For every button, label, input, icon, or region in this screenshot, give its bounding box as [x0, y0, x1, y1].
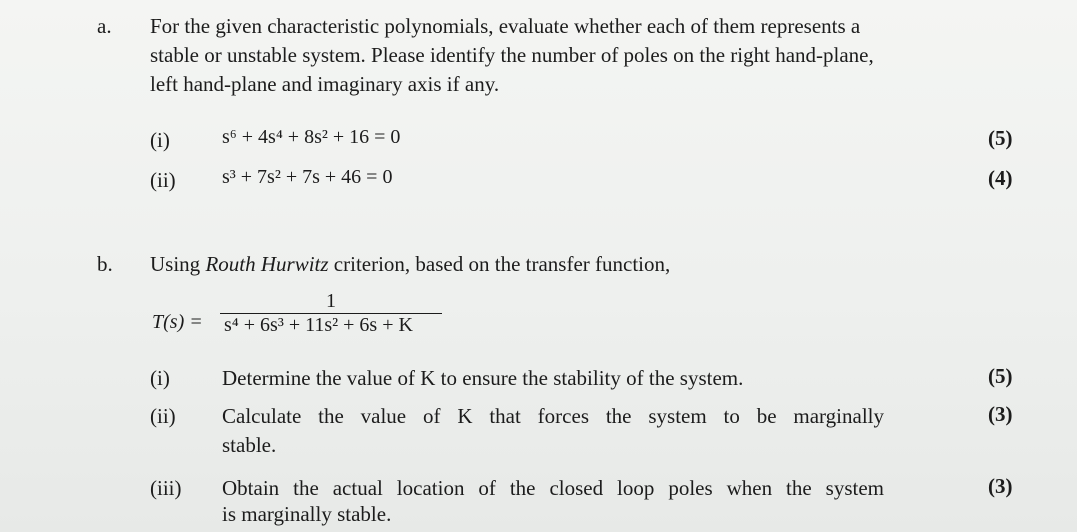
transfer-function-fraction: [220, 290, 442, 337]
part-b-item-1-marks: (5): [988, 364, 1013, 388]
part-b-item-2-line-2: stable.: [222, 433, 277, 457]
part-b-item-3-marks: (3): [988, 474, 1013, 498]
part-a-item-1-equation: s⁶ + 4s⁴ + 8s² + 16 = 0: [222, 126, 401, 148]
part-b-item-2-num: (ii): [150, 404, 176, 428]
part-b-item-2-marks: (3): [988, 402, 1013, 426]
part-a-item-2-num: (ii): [150, 168, 176, 192]
part-b-item-3-num: (iii): [150, 476, 182, 500]
routh-hurwitz-italic: Routh Hurwitz: [205, 252, 329, 276]
part-b-item-2-line-1: Calculate the value of K that forces the system to be marginally: [222, 404, 884, 428]
part-a-line-3: left hand-plane and imaginary axis if any.: [150, 72, 500, 96]
part-a-item-1-marks: (5): [988, 126, 1013, 150]
transfer-function-denominator: s⁴ + 6s³ + 11s² + 6s + K: [224, 314, 413, 336]
part-b-item-3-line-2: is marginally stable.: [222, 502, 392, 526]
part-a-line-1: For the given characteristic polynomials, evaluate whether each of them represents a: [150, 14, 861, 38]
part-a-label: a.: [97, 14, 112, 38]
part-a-item-1-num: (i): [150, 128, 170, 152]
part-b-item-1-text: Determine the value of K to ensure the stability of the system.: [222, 366, 744, 390]
part-a-item-2-marks: (4): [988, 166, 1013, 190]
part-b-item-3-line-1: Obtain the actual location of the closed loop poles when the system: [222, 476, 884, 500]
part-a-text: [150, 12, 1010, 99]
part-b-label: b.: [97, 252, 113, 276]
part-a-item-2-equation: s³ + 7s² + 7s + 46 = 0: [222, 166, 393, 188]
part-a-line-2: stable or unstable system. Please identify the number of poles on the right hand-plane,: [150, 43, 874, 67]
part-b-item-1-num: (i): [150, 366, 170, 390]
transfer-function-lhs: T(s) =: [152, 311, 203, 333]
part-b-intro: Using Routh Hurwitz criterion, based on the transfer function,: [150, 252, 671, 276]
transfer-function-numerator: 1: [326, 290, 336, 312]
